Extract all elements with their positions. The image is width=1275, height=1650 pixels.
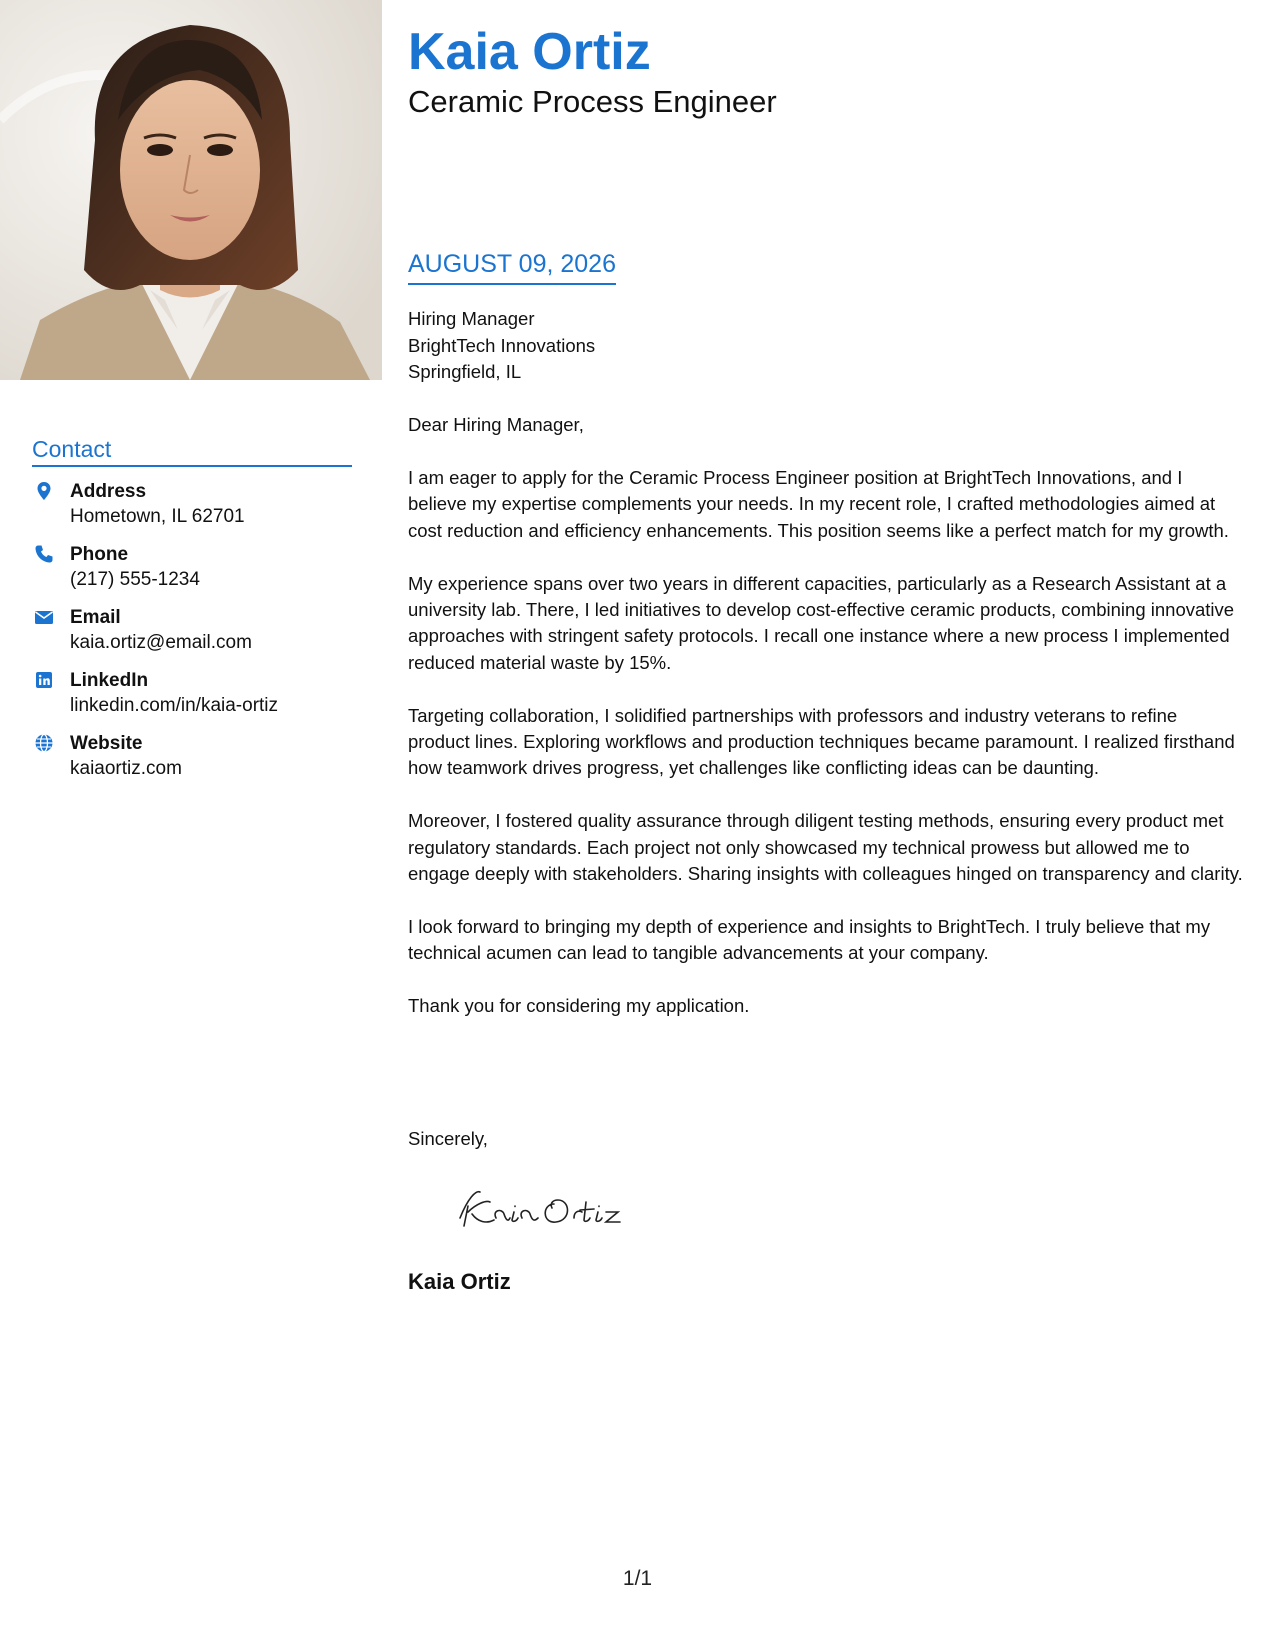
contact-item-linkedin (32, 668, 352, 731)
recipient-line: Springfield, IL (408, 361, 522, 382)
contact-item-website (32, 731, 352, 794)
page-number: 1/1 (622, 1567, 653, 1590)
paragraph: Thank you for considering my application. (408, 995, 750, 1017)
contact-section (32, 436, 352, 794)
contact-heading: Contact (32, 436, 352, 467)
headshot-photo (0, 0, 382, 380)
globe-icon (34, 733, 54, 753)
closing: Sincerely, (408, 1128, 488, 1149)
linkedin-icon (34, 670, 54, 690)
recipient-line: Hiring Manager (408, 308, 535, 329)
contact-label: Phone (70, 544, 129, 565)
paragraph: I look forward to bringing my depth of experience and insights to BrightTech. I truly believe that my technical acumen can lead to tangible advancements at your company. (408, 915, 1211, 964)
handwritten-signature (446, 1178, 646, 1238)
contact-label: LinkedIn (70, 670, 149, 691)
location-pin-icon (34, 481, 54, 501)
paragraph: Targeting collaboration, I solidified partnerships with professors and industry veterans to refine product lines. Exploring workflows and production techniques became paramount. I realized firsthand how teamwork drives progress, yet challenges like conflicting ideas can be daunting. (408, 704, 1235, 779)
contact-item-email (32, 605, 352, 668)
contact-value: (217) 555-1234 (70, 569, 200, 590)
contact-item-phone (32, 542, 352, 605)
applicant-name: Kaia Ortiz (408, 23, 651, 81)
signer-name: Kaia Ortiz (408, 1269, 511, 1294)
contact-value: Hometown, IL 62701 (70, 506, 245, 527)
paragraph: My experience spans over two years in different capacities, particularly as a Research Assistant at a university lab. There, I led initiatives to develop cost-effective ceramic products, combining innovative approaches with stringent safety protocols. I recall one instance where a new process I implemented reduced material waste by 15%. (408, 572, 1235, 673)
sidebar (0, 0, 382, 1650)
job-title: Ceramic Process Engineer (408, 84, 777, 119)
envelope-icon (34, 607, 54, 627)
contact-value[interactable]: kaia.ortiz@email.com (70, 632, 252, 653)
contact-item-address (32, 479, 352, 542)
contact-label: Address (70, 481, 147, 502)
letter-date: AUGUST 09, 2026 (408, 247, 616, 285)
contact-value[interactable]: kaiaortiz.com (70, 758, 182, 779)
paragraph: I am eager to apply for the Ceramic Process Engineer position at BrightTech Innovations, and I believe my expertise complements your needs. In my recent role, I crafted methodologies aimed at cost reduction and efficiency enhancements. This position seems like a perfect match for my growth. (408, 467, 1229, 541)
recipient-line: BrightTech Innovations (408, 334, 596, 356)
contact-value[interactable]: linkedin.com/in/kaia-ortiz (70, 695, 279, 716)
letter-body (408, 465, 1243, 1046)
contact-label: Website (70, 733, 143, 754)
recipient-block (408, 306, 595, 386)
greeting: Dear Hiring Manager, (408, 414, 584, 435)
phone-icon (34, 544, 54, 564)
paragraph: Moreover, I fostered quality assurance through diligent testing methods, ensuring every product met regulatory standards. Each project not only showcased my technical prowess but allowed me to engage deeply with stakeholders. Sharing insights with colleagues hinged on transparency and clarity. (408, 810, 1243, 885)
contact-label: Email (70, 607, 121, 628)
